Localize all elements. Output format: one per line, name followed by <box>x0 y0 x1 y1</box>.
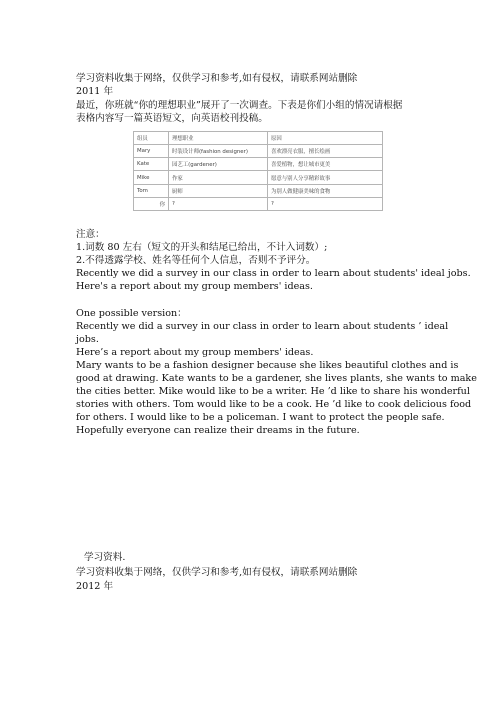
answer-line: jobs. <box>76 334 99 345</box>
table-cell: 愿意与别人分享精彩故事 <box>268 171 383 184</box>
table-cell: 作家 <box>169 171 268 184</box>
table-cell: Mary <box>134 145 169 158</box>
intro-line-2: 表格内容写一篇英语短文，向英语校刊投稿。 <box>76 113 268 124</box>
year-heading: 2011 年 <box>76 86 114 97</box>
copyright-notice: 学习资料收集于网络，仅供学习和参考,如有侵权，请联系网站删除 <box>76 73 358 84</box>
notes-title: 注意： <box>76 229 105 240</box>
answer-line: Mary wants to be a fashion designer because she likes beautiful clothes and is <box>76 360 459 371</box>
table-cell: 喜欢漂亮衣服，擅长绘画 <box>268 145 383 158</box>
table-header-cell: 组员 <box>134 132 169 145</box>
answer-line: the cities better. Mike would like to be a writer. He ’d like to share his wonderful <box>76 386 470 397</box>
table-cell: 为别人做健康美味的食物 <box>268 184 383 197</box>
footer-year: 2012 年 <box>76 581 114 592</box>
note-1: 1.词数 80 左右（短文的开头和结尾已给出，不计入词数）; <box>76 242 328 253</box>
answer-line: good at drawing. Kate wants to be a gardener, she lives plants, she wants to make <box>76 373 477 384</box>
footer-notice: 学习资料收集于网络，仅供学习和参考,如有侵权，请联系网站删除 <box>76 567 358 578</box>
table-row <box>134 197 383 210</box>
answer-title: One possible version： <box>76 308 187 319</box>
table-cell: 时装设计师(fashion designer) <box>169 145 268 158</box>
table-header-cell: 原因 <box>268 132 383 145</box>
table-cell: 园艺工(gardener) <box>169 158 268 171</box>
table-cell: ? <box>169 197 268 210</box>
note-2: 2.不得透露学校、姓名等任何个人信息，否则不予评分。 <box>76 255 316 266</box>
table-row <box>134 145 383 158</box>
table-cell: 厨师 <box>169 184 268 197</box>
given-opening-line: Recently we did a survey in our class in order to learn about students' ideal jobs. <box>76 268 471 279</box>
survey-table <box>133 131 383 211</box>
footer-label: 学习资料. <box>84 552 126 563</box>
table-header-row <box>134 132 383 145</box>
given-second-line: Here's a report about my group members' ideas. <box>76 281 313 292</box>
intro-line-1: 最近，你班就“你的理想职业”展开了一次调查。下表是你们小组的情况请根据 <box>76 100 403 111</box>
table-row <box>134 171 383 184</box>
table-row <box>134 184 383 197</box>
table-cell: 你 <box>134 197 169 210</box>
table-cell: ? <box>268 197 383 210</box>
table-cell: Tom <box>134 184 169 197</box>
table-row <box>134 158 383 171</box>
table-cell: 喜爱植物，想让城市更美 <box>268 158 383 171</box>
answer-line: Hopefully everyone can realize their dreams in the future. <box>76 425 360 436</box>
answer-line: stories with others. Tom would like to be a cook. He ’d like to cook delicious food <box>76 399 472 410</box>
table-header-cell: 理想职业 <box>169 132 268 145</box>
answer-line: Here’s a report about my group members' ideas. <box>76 347 314 358</box>
table-cell: Kate <box>134 158 169 171</box>
table-cell: Mike <box>134 171 169 184</box>
answer-line: Recently we did a survey in our class in order to learn about students ’ ideal <box>76 321 449 332</box>
answer-line: for others. I would like to be a policeman. I want to protect the people safe. <box>76 412 445 423</box>
